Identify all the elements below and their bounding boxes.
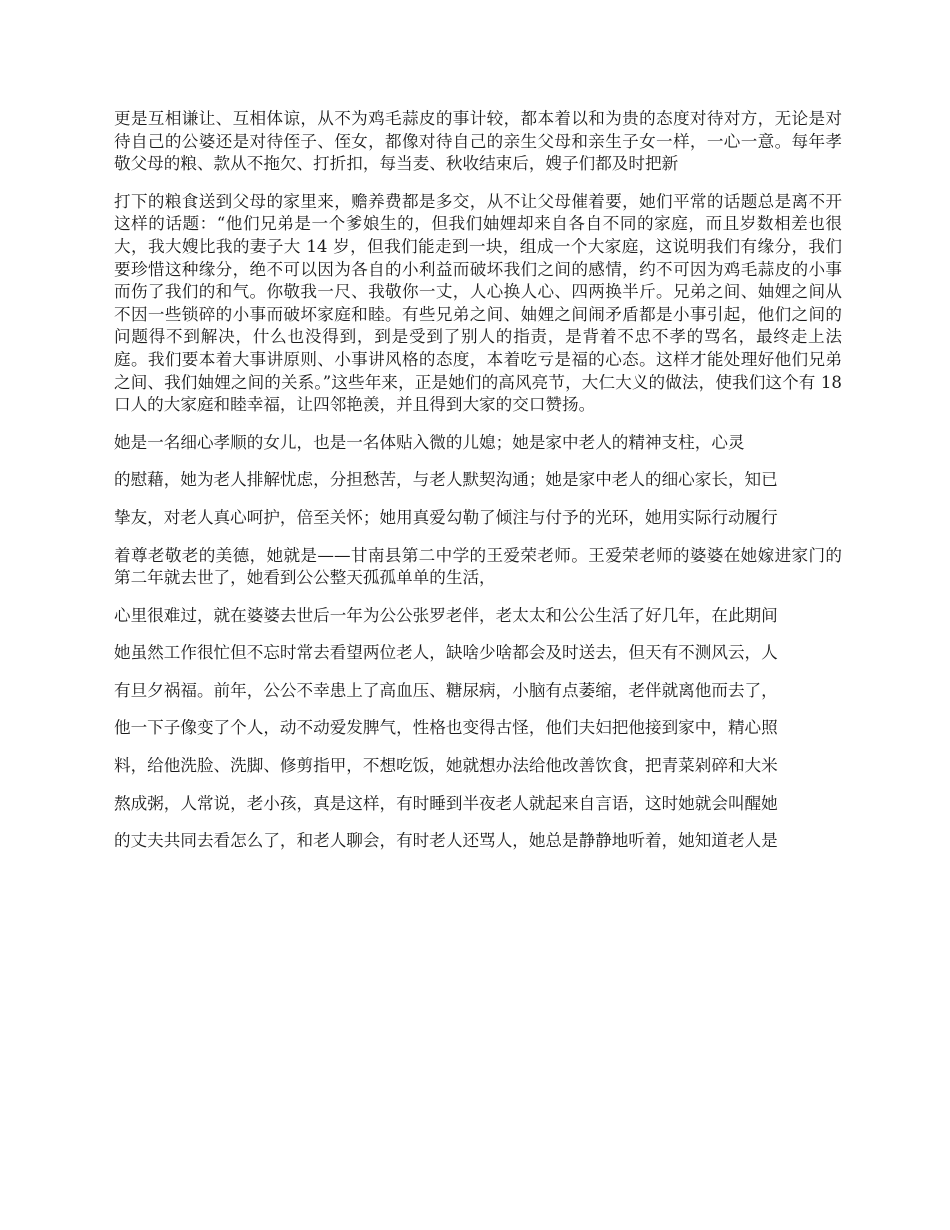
paragraph: 着尊老敬老的美德，她就是——甘南县第二中学的王爱荣老师。王爱荣老师的婆婆在她嫁进家门的第二年就去世了，她看到公公整天孤孤单单的生活， [114,545,842,588]
paragraph: 料，给他洗脸、洗脚、修剪指甲，不想吃饭，她就想办法给他改善饮食，把青菜剁碎和大米 [114,756,778,776]
paragraph: 她虽然工作很忙但不忘时常去看望两位老人，缺啥少啥都会及时送去，但天有不测风云，人 [114,643,778,663]
paragraph: 的慰藉，她为老人排解忧虑，分担愁苦，与老人默契沟通；她是家中老人的细心家长，知已 [114,470,778,490]
paragraph: 他一下子像变了个人，动不动爱发脾气，性格也变得古怪，他们夫妇把他接到家中，精心照 [114,718,778,738]
document-page [114,108,842,868]
paragraph: 挚友，对老人真心呵护，倍至关怀；她用真爱勾勒了倾注与付予的光环，她用实际行动履行 [114,507,778,527]
paragraph: 熬成粥，人常说，老小孩，真是这样，有时睡到半夜老人就起来自言语，这时她就会叫醒她 [114,793,778,813]
paragraph: 有旦夕祸福。前年，公公不幸患上了高血压、糖尿病，小脑有点萎缩，老伴就离他而去了， [114,680,778,700]
paragraph: 打下的粮食送到父母的家里来，赡养费都是多交，从不让父母催着要，她们平常的话题总是离不开这样的话题：“他们兄弟是一个爹娘生的，但我们妯娌却来自各自不同的家庭，而且岁数相差也很大，我大嫂比我的妻子大 14 岁，但我们能走到一块，组成一个大家庭，这说明我们有缘分，我们要珍惜这种缘分，绝不可以因为各自的小利益而破坏我们之间的感情，约不可因为鸡毛蒜皮的小事而伤了我们的和气。你敬我一尺、我敬你一丈，人心换人心、四两换半斤。兄弟之间、妯娌之间从不因一些锁碎的小事而破坏家庭和睦。有些兄弟之间、妯娌之间闹矛盾都是小事引起，他们之间的问题得不到解决，什么也没得到，到是受到了别人的指责，是背着不忠不孝的骂名，最终走上法庭。我们要本着大事讲原则、小事讲风格的态度，本着吃亏是福的心态。这样才能处理好他们兄弟之间、我们妯娌之间的关系。”这些年来，正是她们的高风亮节，大仁大义的做法，使我们这个有 18 口人的大家庭和睦幸福，让四邻艳羡，并且得到大家的交口赞扬。 [114,191,842,415]
paragraph: 心里很难过，就在婆婆去世后一年为公公张罗老伴，老太太和公公生活了好几年，在此期间 [114,605,778,625]
paragraph: 的丈夫共同去看怎么了，和老人聊会，有时老人还骂人，她总是静静地听着，她知道老人是 [114,831,778,851]
paragraph: 她是一名细心孝顺的女儿，也是一名体贴入微的儿媳；她是家中老人的精神支柱，心灵 [114,432,745,452]
paragraph: 更是互相谦让、互相体谅，从不为鸡毛蒜皮的事计较，都本着以和为贵的态度对待对方，无论是对待自己的公婆还是对待侄子、侄女，都像对待自己的亲生父母和亲生子女一样，一心一意。每年孝敬父母的粮、款从不拖欠、打折扣，每当麦、秋收结束后，嫂子们都及时把新 [114,109,842,174]
